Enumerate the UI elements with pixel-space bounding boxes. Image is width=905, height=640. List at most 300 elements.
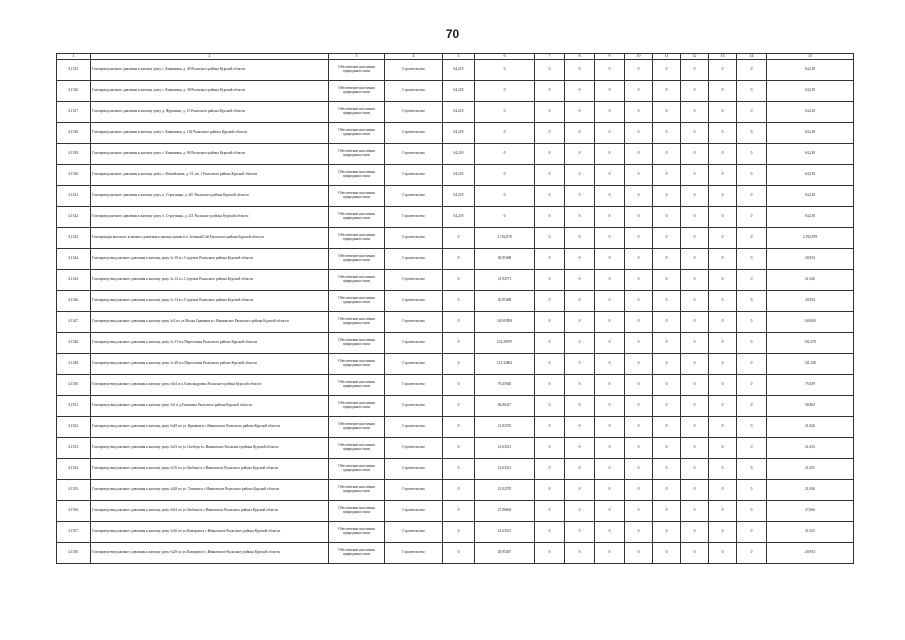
- work-type: Строительство: [385, 270, 443, 291]
- table-row: [57, 312, 854, 333]
- value-total: 27,066: [767, 501, 854, 522]
- value-col-11: 0: [653, 60, 681, 81]
- column-number: 5: [443, 54, 475, 60]
- object-purpose: Обеспечение населения природным газом: [329, 144, 385, 165]
- value-col-6: 56,86417: [475, 396, 535, 417]
- value-total: 140,840: [767, 312, 854, 333]
- value-col-10: 0: [625, 270, 653, 291]
- value-total: 20,954: [767, 249, 854, 270]
- value-col-11: 0: [653, 228, 681, 249]
- value-col-11: 0: [653, 270, 681, 291]
- value-col-6: 0: [475, 186, 535, 207]
- value-col-11: 0: [653, 396, 681, 417]
- value-col-10: 0: [625, 186, 653, 207]
- value-col-7: 0: [535, 165, 565, 186]
- work-type: Строительство: [385, 186, 443, 207]
- value-col-5: 0: [443, 354, 475, 375]
- value-col-7: 0: [535, 522, 565, 543]
- value-col-12: 0: [681, 144, 709, 165]
- value-col-14: 0: [737, 312, 767, 333]
- table-row: [57, 501, 854, 522]
- column-number: 11: [653, 54, 681, 60]
- object-purpose: Обеспечение населения природным газом: [329, 501, 385, 522]
- value-col-12: 0: [681, 312, 709, 333]
- value-col-8: 0: [565, 60, 595, 81]
- value-col-6: 21,92571: [475, 270, 535, 291]
- object-name: Газопровод низкого давления к жилому дому п. Строгинцы, д. 211 Рыльского района Курской области: [91, 207, 329, 228]
- value-col-5: 0: [443, 543, 475, 564]
- work-type: Строительство: [385, 312, 443, 333]
- value-total: 64,218: [767, 186, 854, 207]
- row-number: 4.1344.: [57, 249, 91, 270]
- value-col-5: 64,218: [443, 207, 475, 228]
- column-number: 12: [681, 54, 709, 60]
- table-row: [57, 165, 854, 186]
- object-purpose: Обеспечение населения природным газом: [329, 228, 385, 249]
- value-col-14: 0: [737, 186, 767, 207]
- value-col-10: 0: [625, 207, 653, 228]
- row-number: 4.1348.: [57, 333, 91, 354]
- value-col-13: 0: [709, 312, 737, 333]
- value-col-12: 0: [681, 270, 709, 291]
- value-col-6: 0: [475, 207, 535, 228]
- value-col-14: 0: [737, 207, 767, 228]
- value-total: 64,218: [767, 81, 854, 102]
- value-col-5: 0: [443, 501, 475, 522]
- value-col-7: 0: [535, 417, 565, 438]
- object-purpose: Обеспечение населения природным газом: [329, 543, 385, 564]
- row-number: 4.1345.: [57, 270, 91, 291]
- value-col-13: 0: [709, 417, 737, 438]
- value-col-5: 0: [443, 270, 475, 291]
- value-col-6: 79,45926: [475, 375, 535, 396]
- table-row: [57, 81, 854, 102]
- value-col-11: 0: [653, 438, 681, 459]
- object-name: Газопровод-ввод низкого давления к жилому дому № 14 в с.Студенок Рыльского района Курской области: [91, 291, 329, 312]
- value-col-7: 0: [535, 291, 565, 312]
- row-number: 4.1337.: [57, 102, 91, 123]
- value-total: 21,635: [767, 459, 854, 480]
- object-purpose: Обеспечение населения природным газом: [329, 396, 385, 417]
- value-col-14: 0: [737, 354, 767, 375]
- value-col-13: 0: [709, 333, 737, 354]
- row-number: 4.1358.: [57, 543, 91, 564]
- value-col-7: 0: [535, 396, 565, 417]
- object-name: Газопровод-ввод низкого давления к жилому дому №28 по ул. Татнина в с.Ивановское Рыльского района Курской области: [91, 480, 329, 501]
- value-col-9: 0: [595, 270, 625, 291]
- value-col-9: 0: [595, 438, 625, 459]
- table-row: [57, 291, 854, 312]
- value-col-5: 0: [443, 333, 475, 354]
- value-col-7: 0: [535, 543, 565, 564]
- value-col-5: 64,218: [443, 60, 475, 81]
- value-col-11: 0: [653, 480, 681, 501]
- value-col-9: 0: [595, 123, 625, 144]
- work-type: Строительство: [385, 375, 443, 396]
- value-total: 20,954: [767, 291, 854, 312]
- value-col-14: 0: [737, 228, 767, 249]
- object-purpose: Обеспечение населения природным газом: [329, 249, 385, 270]
- value-col-9: 0: [595, 249, 625, 270]
- object-name: Газопровод низкого давления к жилому дому д. Журавино, д. 15 Рыльского района Курской области: [91, 102, 329, 123]
- value-col-14: 0: [737, 123, 767, 144]
- value-col-10: 0: [625, 144, 653, 165]
- value-col-13: 0: [709, 291, 737, 312]
- row-number: 4.1336.: [57, 81, 91, 102]
- value-col-10: 0: [625, 459, 653, 480]
- object-name: Газопровод-ввод низкого давления к жилому дому №36 по ул.Комарова в с.Ивановское Рыльского района Курской области: [91, 522, 329, 543]
- value-col-13: 0: [709, 522, 737, 543]
- value-col-5: 0: [443, 480, 475, 501]
- work-type: Строительство: [385, 249, 443, 270]
- object-purpose: Обеспечение населения природным газом: [329, 186, 385, 207]
- value-col-14: 0: [737, 165, 767, 186]
- work-type: Строительство: [385, 102, 443, 123]
- value-col-11: 0: [653, 543, 681, 564]
- value-col-7: 0: [535, 144, 565, 165]
- work-type: Строительство: [385, 123, 443, 144]
- object-name: Газопроводы высокого и низкого давления к жилым домам в п. Зеленый Гай Рыльского района Курской области: [91, 228, 329, 249]
- column-number: 3: [329, 54, 385, 60]
- work-type: Строительство: [385, 81, 443, 102]
- value-total: 64,218: [767, 102, 854, 123]
- value-col-13: 0: [709, 207, 737, 228]
- table-row: [57, 459, 854, 480]
- value-col-8: 0: [565, 396, 595, 417]
- value-col-9: 0: [595, 81, 625, 102]
- value-col-14: 0: [737, 291, 767, 312]
- value-col-13: 0: [709, 186, 737, 207]
- table-row: [57, 543, 854, 564]
- value-col-13: 0: [709, 102, 737, 123]
- row-number: 4.1352.: [57, 417, 91, 438]
- value-col-8: 0: [565, 354, 595, 375]
- value-col-7: 0: [535, 270, 565, 291]
- row-number: 4.1354.: [57, 459, 91, 480]
- column-number: 15: [767, 54, 854, 60]
- object-name: Газопровод-ввод низкого давления к жилому дому №5 в д.Тимохино Рыльского района Курской области: [91, 396, 329, 417]
- value-col-5: 64,218: [443, 165, 475, 186]
- table-row: [57, 438, 854, 459]
- value-col-9: 0: [595, 207, 625, 228]
- value-total: 64,218: [767, 60, 854, 81]
- value-col-12: 0: [681, 249, 709, 270]
- value-col-6: 141,32804: [475, 354, 535, 375]
- value-total: 21,826: [767, 417, 854, 438]
- value-col-8: 0: [565, 102, 595, 123]
- value-col-7: 0: [535, 102, 565, 123]
- column-number: 14: [737, 54, 767, 60]
- object-name: Газопровод низкого давления к жилому дому с. Михайловка, д. 51, кв. 1 Рыльского района Курской области: [91, 165, 329, 186]
- value-col-9: 0: [595, 396, 625, 417]
- value-col-9: 0: [595, 459, 625, 480]
- object-purpose: Обеспечение населения природным газом: [329, 312, 385, 333]
- object-purpose: Обеспечение населения природным газом: [329, 375, 385, 396]
- value-total: 102,270: [767, 333, 854, 354]
- object-purpose: Обеспечение населения природным газом: [329, 333, 385, 354]
- value-col-9: 0: [595, 102, 625, 123]
- value-col-13: 0: [709, 123, 737, 144]
- column-number: 8: [565, 54, 595, 60]
- value-col-6: 102,26970: [475, 333, 535, 354]
- object-name: Газопровод-ввод низкого давления к жилому дому №53 по ул.Свобода в с.Ивановское Рыльского района Курской области: [91, 438, 329, 459]
- value-total: 64,218: [767, 165, 854, 186]
- value-col-6: 0: [475, 123, 535, 144]
- value-col-10: 0: [625, 81, 653, 102]
- row-number: 4.1357.: [57, 522, 91, 543]
- row-number: 4.1340.: [57, 165, 91, 186]
- value-col-8: 0: [565, 144, 595, 165]
- value-col-6: 20,95408: [475, 249, 535, 270]
- value-col-8: 0: [565, 459, 595, 480]
- value-col-13: 0: [709, 60, 737, 81]
- value-col-7: 0: [535, 459, 565, 480]
- value-col-10: 0: [625, 417, 653, 438]
- object-name: Газопровод-ввод низкого давления к жилому дому №49 по ул. Крюкова в с.Ивановское Рыльского района Курской области: [91, 417, 329, 438]
- table-row: [57, 354, 854, 375]
- value-total: 21,635: [767, 522, 854, 543]
- value-total: 2 192,878: [767, 228, 854, 249]
- object-name: Газопровод-ввод низкого давления к жилому дому №76 по ул.Любино в с.Ивановское Рыльского района Курской области: [91, 459, 329, 480]
- value-col-12: 0: [681, 543, 709, 564]
- value-col-13: 0: [709, 396, 737, 417]
- row-number: 4.1353.: [57, 438, 91, 459]
- value-col-7: 0: [535, 375, 565, 396]
- table-row: [57, 417, 854, 438]
- value-col-6: 0: [475, 102, 535, 123]
- value-col-10: 0: [625, 249, 653, 270]
- value-total: 21,926: [767, 480, 854, 501]
- work-type: Строительство: [385, 417, 443, 438]
- value-col-14: 0: [737, 60, 767, 81]
- column-number: 4: [385, 54, 443, 60]
- object-name: Газопровод-ввод низкого давления к жилому дому № 10 в с.Студенок Рыльского района Курской области: [91, 249, 329, 270]
- value-col-13: 0: [709, 459, 737, 480]
- table-row: [57, 144, 854, 165]
- value-col-6: 0: [475, 165, 535, 186]
- value-col-12: 0: [681, 60, 709, 81]
- value-col-13: 0: [709, 165, 737, 186]
- object-name: Газопровод низкого давления к жилому дому п. Строгинцы, д. 201 Рыльского района Курской области: [91, 186, 329, 207]
- value-col-5: 0: [443, 396, 475, 417]
- object-purpose: Обеспечение населения природным газом: [329, 522, 385, 543]
- value-col-12: 0: [681, 396, 709, 417]
- value-col-5: 0: [443, 459, 475, 480]
- value-col-12: 0: [681, 354, 709, 375]
- value-total: 21,926: [767, 270, 854, 291]
- work-type: Строительство: [385, 459, 443, 480]
- value-col-11: 0: [653, 522, 681, 543]
- table-row: [57, 249, 854, 270]
- row-number: 4.1341.: [57, 186, 91, 207]
- value-col-5: 64,218: [443, 102, 475, 123]
- object-name: Газопровод-ввод низкого давления к жилому дому № 12 в с.Студенок Рыльского района Курской области: [91, 270, 329, 291]
- value-col-14: 0: [737, 102, 767, 123]
- work-type: Строительство: [385, 396, 443, 417]
- value-col-7: 0: [535, 438, 565, 459]
- row-number: 4.1342.: [57, 207, 91, 228]
- value-col-8: 0: [565, 501, 595, 522]
- value-col-7: 0: [535, 228, 565, 249]
- value-col-10: 0: [625, 123, 653, 144]
- value-total: 64,218: [767, 207, 854, 228]
- value-col-14: 0: [737, 438, 767, 459]
- value-col-13: 0: [709, 249, 737, 270]
- row-number: 4.1350.: [57, 375, 91, 396]
- value-col-6: 21,63521: [475, 438, 535, 459]
- value-col-11: 0: [653, 207, 681, 228]
- row-number: 4.1335.: [57, 60, 91, 81]
- value-col-7: 0: [535, 501, 565, 522]
- value-col-11: 0: [653, 186, 681, 207]
- value-col-13: 0: [709, 228, 737, 249]
- column-number: 7: [535, 54, 565, 60]
- value-col-10: 0: [625, 60, 653, 81]
- value-col-9: 0: [595, 312, 625, 333]
- value-col-6: 2 192,878: [475, 228, 535, 249]
- value-col-12: 0: [681, 228, 709, 249]
- value-col-9: 0: [595, 375, 625, 396]
- value-col-13: 0: [709, 144, 737, 165]
- value-col-6: 20,95407: [475, 543, 535, 564]
- row-number: 4.1339.: [57, 144, 91, 165]
- object-purpose: Обеспечение населения природным газом: [329, 459, 385, 480]
- value-total: 21,635: [767, 438, 854, 459]
- value-col-9: 0: [595, 543, 625, 564]
- value-col-8: 0: [565, 186, 595, 207]
- value-col-7: 0: [535, 60, 565, 81]
- value-col-5: 64,218: [443, 144, 475, 165]
- value-col-12: 0: [681, 81, 709, 102]
- value-total: 56,864: [767, 396, 854, 417]
- value-col-5: 0: [443, 522, 475, 543]
- table-row: [57, 102, 854, 123]
- value-col-5: 64,218: [443, 186, 475, 207]
- column-number: 6: [475, 54, 535, 60]
- value-col-5: 0: [443, 291, 475, 312]
- value-total: 20,954: [767, 543, 854, 564]
- value-col-13: 0: [709, 375, 737, 396]
- row-number: 4.1343.: [57, 228, 91, 249]
- value-col-10: 0: [625, 333, 653, 354]
- value-col-10: 0: [625, 438, 653, 459]
- work-type: Строительство: [385, 333, 443, 354]
- work-type: Строительство: [385, 501, 443, 522]
- value-col-8: 0: [565, 333, 595, 354]
- value-col-14: 0: [737, 417, 767, 438]
- object-purpose: Обеспечение населения природным газом: [329, 417, 385, 438]
- work-type: Строительство: [385, 228, 443, 249]
- value-col-14: 0: [737, 480, 767, 501]
- value-col-6: 0: [475, 60, 535, 81]
- table-row: [57, 522, 854, 543]
- value-col-13: 0: [709, 480, 737, 501]
- value-col-7: 0: [535, 207, 565, 228]
- table-row: [57, 207, 854, 228]
- object-purpose: Обеспечение населения природным газом: [329, 102, 385, 123]
- value-col-9: 0: [595, 60, 625, 81]
- column-number: 13: [709, 54, 737, 60]
- value-total: 64,218: [767, 123, 854, 144]
- value-col-5: 64,218: [443, 81, 475, 102]
- column-number: 1: [57, 54, 91, 60]
- value-col-6: 140,83994: [475, 312, 535, 333]
- object-purpose: Обеспечение населения природным газом: [329, 291, 385, 312]
- value-col-8: 0: [565, 543, 595, 564]
- value-col-12: 0: [681, 102, 709, 123]
- value-col-8: 0: [565, 480, 595, 501]
- table-row: [57, 228, 854, 249]
- work-type: Строительство: [385, 144, 443, 165]
- value-col-6: 0: [475, 81, 535, 102]
- value-col-6: 27,06604: [475, 501, 535, 522]
- table-row: [57, 333, 854, 354]
- value-col-8: 0: [565, 228, 595, 249]
- row-number: 4.1346.: [57, 291, 91, 312]
- value-col-9: 0: [595, 186, 625, 207]
- value-col-14: 0: [737, 81, 767, 102]
- value-col-10: 0: [625, 354, 653, 375]
- value-col-14: 0: [737, 543, 767, 564]
- value-col-9: 0: [595, 144, 625, 165]
- value-col-11: 0: [653, 144, 681, 165]
- value-col-13: 0: [709, 81, 737, 102]
- object-name: Газопровод-ввод низкого давления к жилому дому №64 в п.Александровка Рыльского района Курской области: [91, 375, 329, 396]
- value-col-12: 0: [681, 522, 709, 543]
- object-purpose: Обеспечение населения природным газом: [329, 207, 385, 228]
- object-purpose: Обеспечение населения природным газом: [329, 270, 385, 291]
- value-col-10: 0: [625, 543, 653, 564]
- value-col-5: 0: [443, 228, 475, 249]
- value-col-10: 0: [625, 291, 653, 312]
- object-name: Газопровод низкого давления к жилому дому с. Кнышевка, д. 86 Рыльского района Курской области: [91, 144, 329, 165]
- value-col-12: 0: [681, 291, 709, 312]
- object-name: Газопровод-ввод низкого давления к жилому дому №29 по ул.Комарова в с.Ивановское Рыльского района Курской области: [91, 543, 329, 564]
- row-number: 4.1355.: [57, 480, 91, 501]
- value-col-11: 0: [653, 333, 681, 354]
- table-row: [57, 480, 854, 501]
- value-col-13: 0: [709, 501, 737, 522]
- value-col-12: 0: [681, 123, 709, 144]
- object-name: Газопровод низкого давления к жилому дому с. Кнышевка, д. 102 Рыльского района Курской области: [91, 123, 329, 144]
- table-row: [57, 186, 854, 207]
- value-col-6: 21,82555: [475, 417, 535, 438]
- value-col-10: 0: [625, 165, 653, 186]
- work-type: Строительство: [385, 60, 443, 81]
- table-row: [57, 396, 854, 417]
- value-col-9: 0: [595, 291, 625, 312]
- value-col-8: 0: [565, 207, 595, 228]
- value-col-13: 0: [709, 354, 737, 375]
- value-col-10: 0: [625, 396, 653, 417]
- row-number: 4.1338.: [57, 123, 91, 144]
- value-col-11: 0: [653, 123, 681, 144]
- value-col-6: 21,63521: [475, 459, 535, 480]
- value-col-8: 0: [565, 522, 595, 543]
- work-type: Строительство: [385, 291, 443, 312]
- object-purpose: Обеспечение населения природным газом: [329, 123, 385, 144]
- value-col-14: 0: [737, 144, 767, 165]
- value-col-10: 0: [625, 102, 653, 123]
- value-col-9: 0: [595, 522, 625, 543]
- value-col-7: 0: [535, 312, 565, 333]
- value-col-7: 0: [535, 186, 565, 207]
- column-number: 2: [91, 54, 329, 60]
- object-name: Газопровод низкого давления к жилому дому с. Кнышевка, д. 38 Рыльского района Курской области: [91, 81, 329, 102]
- value-col-5: 0: [443, 417, 475, 438]
- value-total: 64,218: [767, 144, 854, 165]
- value-col-8: 0: [565, 249, 595, 270]
